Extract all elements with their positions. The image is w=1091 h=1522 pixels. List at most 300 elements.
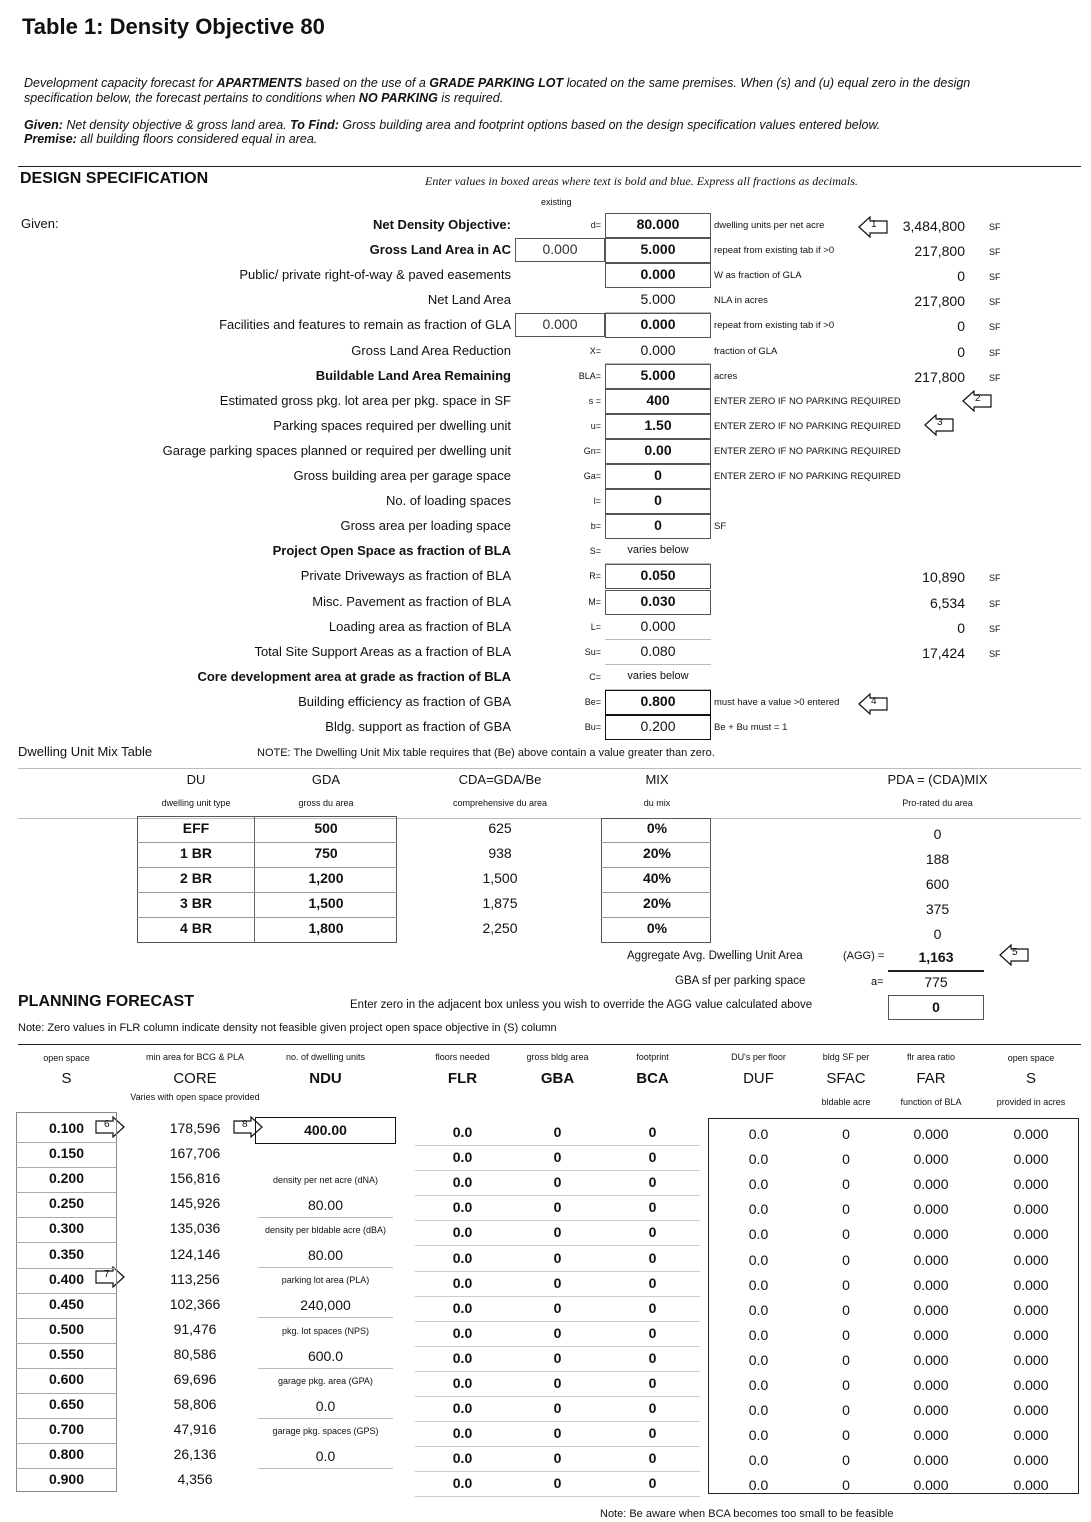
- forecast-cell-gba: 0: [553, 1350, 562, 1366]
- design-row-value: 0: [654, 492, 662, 508]
- design-row-value: 0.080: [640, 643, 676, 659]
- design-row-symbol: Ga=: [583, 471, 601, 481]
- du-mix-cell-cda: 2,250: [482, 920, 518, 936]
- forecast-cell-far: 0.000: [913, 1477, 949, 1493]
- du-mix-cell-cda: 1,875: [482, 895, 518, 911]
- forecast-cell-gba: 0: [553, 1375, 562, 1391]
- design-row-sf-value: 217,800: [914, 369, 965, 385]
- forecast-cell-far: 0.000: [913, 1277, 949, 1293]
- forecast-cell-gba: 0: [553, 1425, 562, 1441]
- du-mix-header: MIX: [645, 772, 669, 787]
- du-mix-cell-mix[interactable]: 20%: [642, 845, 672, 861]
- forecast-cell-bca: 0: [648, 1149, 657, 1165]
- design-row-value: 0.000: [640, 618, 676, 634]
- forecast-header-sub: DU's per floor: [731, 1052, 786, 1062]
- ndu-item-label: garage pkg. area (GPA): [278, 1376, 373, 1386]
- forecast-header: S: [1025, 1070, 1036, 1087]
- design-row-unit: acres: [714, 371, 738, 382]
- du-mix-cell-pda: 600: [925, 876, 950, 892]
- existing-value: 0.000: [542, 241, 578, 257]
- du-mix-cell-mix[interactable]: 20%: [642, 895, 672, 911]
- core-value: 102,366: [169, 1296, 221, 1312]
- forecast-cell-bca: 0: [648, 1224, 657, 1240]
- forecast-header-sub: bldg SF per: [822, 1052, 870, 1062]
- design-row-symbol: M=: [588, 597, 601, 607]
- design-row-label: Estimated gross pkg. lot area per pkg. space in SF: [219, 393, 511, 408]
- design-row-unit: SF: [714, 521, 727, 532]
- du-mix-cell-cda: 938: [488, 845, 512, 861]
- design-row-sf-unit: SF: [989, 272, 1001, 282]
- core-value: 80,586: [173, 1346, 217, 1362]
- du-mix-cell-du: EFF: [182, 820, 210, 836]
- forecast-cell-bca: 0: [648, 1174, 657, 1190]
- forecast-cell-bca: 0: [648, 1250, 657, 1266]
- du-mix-cell-du: 2 BR: [180, 870, 212, 886]
- design-row-symbol: L=: [590, 622, 601, 632]
- forecast-cell-sfac: 0: [842, 1477, 850, 1493]
- du-mix-cell-du: 1 BR: [180, 845, 212, 861]
- design-row-sf-unit: SF: [989, 348, 1001, 358]
- forecast-cell-duf: 0.0: [748, 1352, 769, 1368]
- forecast-cell-flr: 0.0: [452, 1250, 473, 1266]
- design-row-label: Gross Land Area in AC: [369, 242, 511, 257]
- forecast-cell-gba: 0: [553, 1224, 562, 1240]
- forecast-cell-flr: 0.0: [452, 1375, 473, 1391]
- forecast-cell-sprov: 0.000: [1013, 1377, 1049, 1393]
- design-row-unit: ENTER ZERO IF NO PARKING REQUIRED: [714, 446, 901, 457]
- intro-paragraph: Development capacity forecast for APARTMENTS based on the use of a GRADE PARKING LOT located on the same premises. When (s) and (u) equal zero in the design specification below, the forecast pertains to conditions when NO PARKING is required.: [24, 76, 971, 105]
- forecast-header-note: provided in acres: [996, 1097, 1066, 1107]
- design-row-unit: ENTER ZERO IF NO PARKING REQUIRED: [714, 421, 901, 432]
- open-space-value[interactable]: 0.300: [48, 1220, 85, 1236]
- design-row-unit: repeat from existing tab if >0: [714, 320, 835, 331]
- forecast-cell-bca: 0: [648, 1400, 657, 1416]
- forecast-cell-gba: 0: [553, 1149, 562, 1165]
- design-row-value: 5.000: [640, 241, 676, 257]
- forecast-cell-flr: 0.0: [452, 1224, 473, 1240]
- open-space-value[interactable]: 0.500: [48, 1321, 85, 1337]
- du-mix-cell-cda: 625: [488, 820, 512, 836]
- arrow-marker-icon: [962, 390, 992, 412]
- forecast-cell-far: 0.000: [913, 1126, 949, 1142]
- ndu-value: 400.00: [304, 1122, 347, 1138]
- design-row-sf-value: 17,424: [922, 645, 965, 661]
- ndu-item-value: 240,000: [300, 1297, 351, 1313]
- design-row-value: 0.200: [640, 718, 676, 734]
- forecast-cell-sprov: 0.000: [1013, 1477, 1049, 1493]
- forecast-cell-gba: 0: [553, 1475, 562, 1491]
- core-value: 69,696: [173, 1371, 217, 1387]
- gba-per-space-label: GBA sf per parking space: [675, 975, 806, 987]
- forecast-cell-flr: 0.0: [452, 1174, 473, 1190]
- design-row-label: Misc. Pavement as fraction of BLA: [312, 594, 511, 609]
- design-row-sf-value: 217,800: [914, 293, 965, 309]
- forecast-cell-flr: 0.0: [452, 1400, 473, 1416]
- forecast-cell-bca: 0: [648, 1375, 657, 1391]
- design-row-sf-value: 217,800: [914, 243, 965, 259]
- forecast-cell-gba: 0: [553, 1325, 562, 1341]
- design-row-value: 400: [646, 392, 670, 408]
- planning-forecast-heading: PLANNING FORECAST: [18, 993, 194, 1010]
- design-row-unit: must have a value >0 entered: [714, 697, 840, 708]
- forecast-cell-flr: 0.0: [452, 1149, 473, 1165]
- forecast-header: NDU: [309, 1070, 342, 1087]
- open-space-value[interactable]: 0.700: [48, 1421, 85, 1437]
- forecast-cell-sfac: 0: [842, 1252, 850, 1268]
- forecast-header-sub: floors needed: [435, 1052, 490, 1062]
- core-value: 4,356: [177, 1471, 213, 1487]
- arrow-marker-number: 6: [104, 1119, 110, 1130]
- forecast-cell-bca: 0: [648, 1425, 657, 1441]
- existing-value: 0.000: [542, 316, 578, 332]
- design-row-label: Building efficiency as fraction of GBA: [298, 694, 511, 709]
- design-row-symbol: b=: [590, 521, 601, 531]
- forecast-cell-sfac: 0: [842, 1226, 850, 1242]
- design-row-label: Private Driveways as fraction of BLA: [300, 568, 511, 583]
- forecast-cell-flr: 0.0: [452, 1300, 473, 1316]
- du-mix-cell-gda[interactable]: 1,500: [308, 895, 344, 911]
- design-row-sf-value: 0: [957, 344, 965, 360]
- open-space-value[interactable]: 0.150: [48, 1145, 85, 1161]
- agg-value: 1,163: [918, 949, 954, 965]
- design-row-unit: repeat from existing tab if >0: [714, 245, 835, 256]
- forecast-cell-gba: 0: [553, 1450, 562, 1466]
- core-value: 167,706: [169, 1145, 221, 1161]
- gba-per-space-symbol: a=: [871, 976, 884, 988]
- forecast-cell-far: 0.000: [913, 1151, 949, 1167]
- design-row-symbol: X=: [589, 346, 601, 356]
- open-space-value[interactable]: 0.350: [48, 1246, 85, 1262]
- design-row-value: 0.000: [640, 266, 676, 282]
- forecast-header: FLR: [447, 1070, 478, 1087]
- arrow-marker-number: 7: [104, 1269, 110, 1280]
- forecast-cell-sfac: 0: [842, 1176, 850, 1192]
- forecast-header-note: bldable acre: [821, 1097, 871, 1107]
- design-row-sf-unit: SF: [989, 247, 1001, 257]
- forecast-cell-far: 0.000: [913, 1452, 949, 1468]
- gba-per-space-value: 775: [924, 974, 948, 990]
- core-value: 124,146: [169, 1246, 221, 1262]
- forecast-cell-flr: 0.0: [452, 1450, 473, 1466]
- forecast-cell-duf: 0.0: [748, 1252, 769, 1268]
- forecast-cell-far: 0.000: [913, 1427, 949, 1443]
- design-row-label: Buildable Land Area Remaining: [315, 368, 511, 383]
- du-mix-subheader: Pro-rated du area: [902, 798, 973, 808]
- bottom-note: Note: Be aware when BCA becomes too small to be feasible: [600, 1508, 894, 1520]
- du-mix-cell-mix[interactable]: 0%: [646, 820, 668, 836]
- forecast-cell-duf: 0.0: [748, 1277, 769, 1293]
- forecast-cell-flr: 0.0: [452, 1325, 473, 1341]
- forecast-cell-gba: 0: [553, 1275, 562, 1291]
- forecast-cell-far: 0.000: [913, 1352, 949, 1368]
- design-row-value: 0.000: [640, 342, 676, 358]
- core-value: 113,256: [170, 1271, 220, 1287]
- design-row-label: Gross Land Area Reduction: [351, 343, 511, 358]
- design-row-unit: ENTER ZERO IF NO PARKING REQUIRED: [714, 471, 901, 482]
- design-row-unit: fraction of GLA: [714, 346, 778, 357]
- forecast-cell-sprov: 0.000: [1013, 1427, 1049, 1443]
- du-mix-cell-mix[interactable]: 40%: [642, 870, 672, 886]
- design-row-label: Parking spaces required per dwelling unit: [273, 418, 511, 433]
- forecast-cell-gba: 0: [553, 1199, 562, 1215]
- du-mix-subheader: gross du area: [298, 798, 354, 808]
- forecast-cell-sfac: 0: [842, 1327, 850, 1343]
- forecast-cell-duf: 0.0: [748, 1226, 769, 1242]
- forecast-cell-sfac: 0: [842, 1352, 850, 1368]
- core-value: 26,136: [173, 1446, 217, 1462]
- design-row-sf-unit: SF: [989, 573, 1001, 583]
- forecast-cell-far: 0.000: [913, 1176, 949, 1192]
- design-row-label: Net Density Objective:: [373, 217, 511, 232]
- ndu-item-label: density per net acre (dNA): [272, 1175, 379, 1185]
- forecast-cell-duf: 0.0: [748, 1302, 769, 1318]
- forecast-header-sub: footprint: [636, 1052, 669, 1062]
- forecast-cell-duf: 0.0: [748, 1176, 769, 1192]
- ndu-item-value: 600.0: [307, 1348, 344, 1364]
- design-instruction: Enter values in boxed areas where text is bold and blue. Express all fractions as decimals.: [425, 174, 858, 188]
- forecast-cell-gba: 0: [553, 1174, 562, 1190]
- arrow-marker-number: 3: [937, 417, 943, 428]
- design-row-label: Garage parking spaces planned or required per dwelling unit: [162, 443, 511, 458]
- open-space-value[interactable]: 0.650: [48, 1396, 85, 1412]
- ndu-item-value: 80.00: [307, 1197, 344, 1213]
- forecast-cell-duf: 0.0: [748, 1377, 769, 1393]
- design-row-sf-value: 3,484,800: [902, 218, 965, 234]
- open-space-value[interactable]: 0.550: [48, 1346, 85, 1362]
- forecast-cell-flr: 0.0: [452, 1275, 473, 1291]
- design-row-value: 5.000: [640, 291, 676, 307]
- du-mix-header: CDA=GDA/Be: [458, 772, 542, 787]
- core-value: 91,476: [173, 1321, 217, 1337]
- du-mix-subheader: du mix: [643, 798, 671, 808]
- forecast-cell-duf: 0.0: [748, 1427, 769, 1443]
- forecast-cell-far: 0.000: [913, 1402, 949, 1418]
- design-row-sf-value: 0: [957, 318, 965, 334]
- forecast-cell-flr: 0.0: [452, 1350, 473, 1366]
- forecast-cell-bca: 0: [648, 1199, 657, 1215]
- design-row-unit: dwelling units per net acre: [714, 220, 825, 231]
- forecast-header: GBA: [540, 1070, 575, 1087]
- design-row-symbol: Be=: [584, 697, 601, 707]
- forecast-cell-sfac: 0: [842, 1427, 850, 1443]
- forecast-cell-gba: 0: [553, 1124, 562, 1140]
- forecast-cell-sprov: 0.000: [1013, 1176, 1049, 1192]
- forecast-cell-duf: 0.0: [748, 1327, 769, 1343]
- forecast-cell-sprov: 0.000: [1013, 1327, 1049, 1343]
- forecast-cell-sprov: 0.000: [1013, 1277, 1049, 1293]
- du-mix-title: Dwelling Unit Mix Table: [18, 744, 153, 759]
- forecast-cell-far: 0.000: [913, 1302, 949, 1318]
- forecast-cell-sfac: 0: [842, 1126, 850, 1142]
- du-mix-cell-gda[interactable]: 1,200: [308, 870, 344, 886]
- design-row-symbol: BLA=: [578, 371, 601, 381]
- design-row-value: 80.000: [636, 216, 680, 232]
- design-row-label: Facilities and features to remain as fraction of GLA: [219, 317, 511, 332]
- forecast-cell-duf: 0.0: [748, 1477, 769, 1493]
- intro-premise: Premise: all building floors considered equal in area.: [24, 132, 318, 146]
- forecast-cell-sfac: 0: [842, 1302, 850, 1318]
- design-row-value: 0.000: [640, 316, 676, 332]
- du-mix-cell-gda[interactable]: 750: [314, 845, 338, 861]
- forecast-cell-bca: 0: [648, 1350, 657, 1366]
- forecast-cell-bca: 0: [648, 1450, 657, 1466]
- forecast-cell-gba: 0: [553, 1250, 562, 1266]
- design-row-symbol: d=: [590, 220, 601, 230]
- forecast-header-sub: gross bldg area: [526, 1052, 589, 1062]
- arrow-marker-number: 4: [871, 696, 877, 707]
- forecast-cell-sprov: 0.000: [1013, 1201, 1049, 1217]
- design-row-sf-unit: SF: [989, 322, 1001, 332]
- agg-symbol: (AGG) =: [843, 950, 885, 962]
- du-mix-note: NOTE: The Dwelling Unit Mix table requires that (Be) above contain a value greater than zero.: [257, 747, 715, 759]
- forecast-header: SFAC: [826, 1070, 866, 1087]
- open-space-value[interactable]: 0.400: [48, 1271, 85, 1287]
- design-row-symbol: Bu=: [584, 722, 601, 732]
- forecast-cell-far: 0.000: [913, 1201, 949, 1217]
- design-row-sf-value: 0: [957, 620, 965, 636]
- design-row-sf-value: 10,890: [922, 569, 965, 585]
- du-mix-header: GDA: [311, 772, 341, 787]
- design-row-value: 0.050: [640, 567, 676, 583]
- design-row-sf-unit: SF: [989, 222, 1001, 232]
- ndu-item-value: 0.0: [315, 1448, 336, 1464]
- given-label: Given:: [21, 216, 59, 231]
- design-row-symbol: s =: [588, 396, 601, 406]
- forecast-cell-sfac: 0: [842, 1402, 850, 1418]
- ndu-item-value: 80.00: [307, 1247, 344, 1263]
- design-row-unit: ENTER ZERO IF NO PARKING REQUIRED: [714, 396, 901, 407]
- forecast-header-sub: flr area ratio: [906, 1052, 956, 1062]
- ndu-item-label: density per bldable acre (dBA): [264, 1225, 387, 1235]
- page-title: Table 1: Density Objective 80: [22, 14, 325, 39]
- forecast-cell-sfac: 0: [842, 1452, 850, 1468]
- open-space-value[interactable]: 0.200: [48, 1170, 85, 1186]
- design-row-value: varies below: [627, 670, 689, 682]
- ndu-item-label: pkg. lot spaces (NPS): [281, 1326, 370, 1336]
- existing-label: existing: [541, 197, 572, 207]
- du-mix-cell-du: 4 BR: [180, 920, 212, 936]
- design-row-label: Project Open Space as fraction of BLA: [272, 543, 511, 558]
- arrow-marker-icon: [858, 693, 888, 715]
- intro-given: Given: Net density objective & gross land area. To Find: Gross building area and footprint options based on the design specification values entered below.: [24, 118, 881, 132]
- design-row-symbol: l=: [593, 496, 601, 506]
- du-mix-subheader: comprehensive du area: [452, 798, 548, 808]
- forecast-header-note: function of BLA: [900, 1097, 962, 1107]
- forecast-cell-bca: 0: [648, 1275, 657, 1291]
- design-row-sf-unit: SF: [989, 624, 1001, 634]
- forecast-cell-flr: 0.0: [452, 1199, 473, 1215]
- design-row-label: Public/ private right-of-way & paved easements: [239, 267, 511, 282]
- forecast-header: DUF: [743, 1070, 774, 1087]
- design-row-sf-unit: SF: [989, 649, 1001, 659]
- open-space-value[interactable]: 0.100: [48, 1120, 85, 1136]
- core-value: 178,596: [169, 1120, 221, 1136]
- forecast-cell-sfac: 0: [842, 1277, 850, 1293]
- forecast-cell-gba: 0: [553, 1400, 562, 1416]
- forecast-note: Note: Zero values in FLR column indicate density not feasible given project open space objective in (S) column: [18, 1022, 557, 1034]
- forecast-cell-sprov: 0.000: [1013, 1252, 1049, 1268]
- core-value: 145,926: [169, 1195, 221, 1211]
- forecast-header-sub: no. of dwelling units: [285, 1052, 366, 1062]
- arrow-marker-icon: [924, 414, 954, 436]
- du-mix-cell-du: 3 BR: [180, 895, 212, 911]
- du-mix-cell-pda: 375: [925, 901, 950, 917]
- du-mix-header: PDA = (CDA)MIX: [887, 772, 988, 787]
- open-space-value[interactable]: 0.900: [48, 1471, 85, 1487]
- design-row-value: 0.00: [644, 442, 672, 458]
- forecast-cell-far: 0.000: [913, 1226, 949, 1242]
- du-mix-cell-pda: 188: [925, 851, 950, 867]
- forecast-cell-bca: 0: [648, 1124, 657, 1140]
- forecast-header: FAR: [916, 1070, 946, 1087]
- forecast-cell-gba: 0: [553, 1300, 562, 1316]
- forecast-cell-sfac: 0: [842, 1201, 850, 1217]
- forecast-cell-far: 0.000: [913, 1327, 949, 1343]
- open-space-value[interactable]: 0.450: [48, 1296, 85, 1312]
- forecast-cell-duf: 0.0: [748, 1452, 769, 1468]
- du-mix-cell-mix[interactable]: 0%: [646, 920, 668, 936]
- design-row-label: Gross area per loading space: [340, 518, 511, 533]
- forecast-cell-bca: 0: [648, 1300, 657, 1316]
- design-row-sf-value: 6,534: [929, 595, 965, 611]
- arrow-marker-number: 8: [242, 1119, 248, 1130]
- design-row-symbol: Gn=: [583, 446, 601, 456]
- forecast-cell-duf: 0.0: [748, 1151, 769, 1167]
- design-row-label: Loading area as fraction of BLA: [328, 619, 511, 634]
- forecast-cell-sprov: 0.000: [1013, 1402, 1049, 1418]
- open-space-value[interactable]: 0.600: [48, 1371, 85, 1387]
- forecast-header-sub: open space: [1007, 1053, 1055, 1063]
- forecast-header: S: [61, 1070, 72, 1087]
- forecast-cell-sprov: 0.000: [1013, 1226, 1049, 1242]
- agg-label: Aggregate Avg. Dwelling Unit Area: [627, 950, 803, 962]
- design-row-label: Bldg. support as fraction of GBA: [325, 719, 511, 734]
- arrow-marker-icon: [858, 216, 888, 238]
- design-row-value: varies below: [627, 544, 689, 556]
- forecast-cell-sprov: 0.000: [1013, 1352, 1049, 1368]
- forecast-cell-sfac: 0: [842, 1151, 850, 1167]
- design-row-value: 0.800: [640, 693, 676, 709]
- design-row-symbol: R=: [589, 571, 601, 581]
- forecast-cell-sprov: 0.000: [1013, 1151, 1049, 1167]
- core-value: 156,816: [169, 1170, 221, 1186]
- forecast-cell-sprov: 0.000: [1013, 1302, 1049, 1318]
- du-mix-subheader: dwelling unit type: [161, 798, 231, 808]
- forecast-header-note: Varies with open space provided: [130, 1092, 260, 1102]
- design-row-sf-value: 0: [957, 268, 965, 284]
- forecast-cell-far: 0.000: [913, 1252, 949, 1268]
- design-row-label: Total Site Support Areas as a fraction of BLA: [254, 644, 511, 659]
- open-space-value[interactable]: 0.800: [48, 1446, 85, 1462]
- forecast-cell-sprov: 0.000: [1013, 1126, 1049, 1142]
- ndu-item-label: garage pkg. spaces (GPS): [272, 1426, 379, 1436]
- du-mix-cell-gda[interactable]: 1,800: [308, 920, 344, 936]
- forecast-cell-bca: 0: [648, 1325, 657, 1341]
- du-mix-cell-gda[interactable]: 500: [314, 820, 338, 836]
- forecast-cell-bca: 0: [648, 1475, 657, 1491]
- forecast-cell-duf: 0.0: [748, 1201, 769, 1217]
- forecast-cell-duf: 0.0: [748, 1402, 769, 1418]
- forecast-cell-flr: 0.0: [452, 1475, 473, 1491]
- forecast-cell-sfac: 0: [842, 1377, 850, 1393]
- design-row-value: 1.50: [644, 417, 672, 433]
- open-space-value[interactable]: 0.250: [48, 1195, 85, 1211]
- design-row-value: 0: [654, 467, 662, 483]
- du-mix-cell-pda: 0: [933, 826, 942, 842]
- du-mix-cell-cda: 1,500: [482, 870, 518, 886]
- design-row-symbol: S=: [589, 546, 601, 556]
- design-row-symbol: C=: [589, 672, 601, 682]
